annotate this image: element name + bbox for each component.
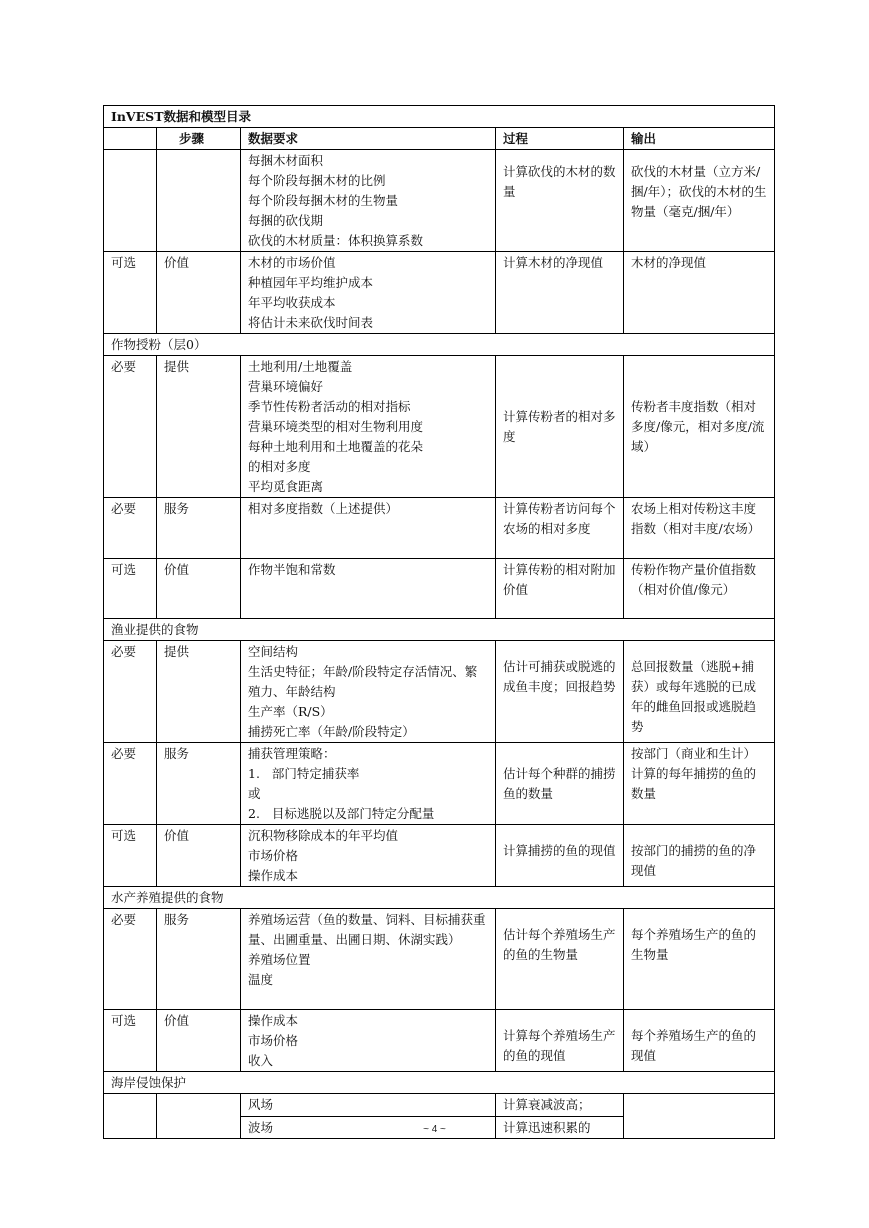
output-cell: 每个养殖场生产的鱼的现值 [624,1010,775,1072]
step-cell: 服务 [157,909,241,1010]
data-line: 生产率（R/S） [248,704,333,719]
data-line: 养殖场位置 [248,952,311,967]
data-line: 养殖场运营（鱼的数量、饲料、目标捕获重量、出圃重量、出圃日期、休湖实践） [248,912,486,947]
step-cell: 提供 [157,641,241,743]
table-row [104,356,775,498]
data-cell [241,252,496,334]
header-data: 数据要求 [241,128,496,150]
output-cell: 按部门的捕捞的鱼的净现值 [624,825,775,887]
data-line: 捕捞死亡率（年龄/阶段特定） [248,724,415,739]
data-line: 年平均收获成本 [248,295,336,310]
data-cell: 波场 [241,1117,496,1139]
output-cell: 砍伐的木材量（立方米/捆/年）；砍伐的木材的生物量（毫克/捆/年） [624,150,775,252]
table-row [104,1094,775,1117]
data-cell [241,150,496,252]
data-line: 生活史特征；年龄/阶段特定存活情况、繁殖力、年龄结构 [248,664,478,699]
data-line: 2. 目标逃脱以及部门特定分配量 [248,806,435,821]
data-line: 将估计未来砍伐时间表 [248,315,374,330]
step-cell: 价值 [157,825,241,887]
table-header-row [104,128,775,150]
invest-catalog-table [103,105,775,1139]
data-cell [241,498,496,559]
req-cell: 可选 [104,1010,157,1072]
data-line: 每捆木材面积 [248,153,324,168]
output-cell: 传粉者丰度指数（相对多度/像元，相对多度/流域） [624,356,775,498]
section-row [104,1072,775,1094]
data-line: 相对多度指数（上述提供） [248,501,399,516]
data-line: 木材的市场价值 [248,255,336,270]
output-cell: 按部门（商业和生计）计算的每年捕捞的鱼的数量 [624,743,775,825]
table-row [104,150,775,252]
table-row [104,743,775,825]
data-line: 空间结构 [248,644,299,659]
step-cell: 服务 [157,498,241,559]
section-title: 渔业提供的食物 [104,619,775,641]
data-cell [241,825,496,887]
section-title: 水产养殖提供的食物 [104,887,775,909]
req-cell: 必要 [104,641,157,743]
data-line: 操作成本 [248,1013,299,1028]
header-output: 输出 [624,128,775,150]
data-line: 市场价格 [248,848,299,863]
data-line: 每个阶段每捆木材的生物量 [248,193,399,208]
table-row [104,641,775,743]
data-cell [241,356,496,498]
header-process: 过程 [496,128,624,150]
process-cell: 计算传粉者的相对多度 [496,356,624,498]
data-cell: 风场 [241,1094,496,1117]
data-line: 温度 [248,972,274,987]
process-cell: 计算砍伐的木材的数量 [496,150,624,252]
process-cell: 计算传粉的相对附加价值 [496,559,624,619]
section-row [104,619,775,641]
table-row [104,825,775,887]
process-cell: 计算捕捞的鱼的现值 [496,825,624,887]
header-step: 步骤 [157,128,241,150]
step-cell: 价值 [157,252,241,334]
req-cell: 必要 [104,356,157,498]
data-line: 市场价格 [248,1033,299,1048]
process-cell: 计算每个养殖场生产的鱼的现值 [496,1010,624,1072]
step-cell [157,150,241,252]
process-cell: 估计每个养殖场生产的鱼的生物量 [496,909,624,1010]
step-cell: 提供 [157,356,241,498]
req-cell [104,150,157,252]
data-line: 季节性传粉者活动的相对指标 [248,399,411,414]
data-line: 种植园年平均维护成本 [248,275,374,290]
table-row [104,559,775,619]
output-cell: 木材的净现值 [624,252,775,334]
data-cell [241,641,496,743]
req-cell: 必要 [104,743,157,825]
req-cell: 必要 [104,909,157,1010]
step-cell: 价值 [157,1010,241,1072]
section-row [104,887,775,909]
data-line: 每捆的砍伐期 [248,213,324,228]
data-cell [241,1010,496,1072]
table-row [104,252,775,334]
step-cell: 价值 [157,559,241,619]
output-cell: 传粉作物产量价值指数（相对价值/像元） [624,559,775,619]
table-title-row [104,106,775,128]
page-number: ~ 4 ~ [423,1124,446,1135]
data-line: 每种土地利用和土地覆盖的花朵 [248,439,424,454]
table-row [104,498,775,559]
data-line: 作物半饱和常数 [248,562,336,577]
process-cell: 计算迅速积累的 [496,1117,624,1139]
data-line: 砍伐的木材质量：体积换算系数 [248,233,424,248]
output-cell: 总回报数量（逃脱+捕获）或每年逃脱的已成年的雌鱼回报或逃脱趋势 [624,641,775,743]
output-cell: 每个养殖场生产的鱼的生物量 [624,909,775,1010]
data-line: 操作成本 [248,868,299,883]
process-cell: 估计每个种群的捕捞鱼的数量 [496,743,624,825]
process-cell: 估计可捕获或脱逃的成鱼丰度；回报趋势 [496,641,624,743]
process-cell: 计算木材的净现值 [496,252,624,334]
data-line: 沉积物移除成本的年平均值 [248,828,399,843]
req-cell: 可选 [104,252,157,334]
data-line: 每个阶段每捆木材的比例 [248,173,386,188]
section-title: 海岸侵蚀保护 [104,1072,775,1094]
data-cell [241,559,496,619]
req-cell: 可选 [104,559,157,619]
step-cell: 服务 [157,743,241,825]
data-line: 的相对多度 [248,459,311,474]
section-title: 作物授粉（层0） [104,334,775,356]
data-line: 1. 部门特定捕获率 [248,766,360,781]
data-line: 收入 [248,1053,274,1068]
data-line: 或 [248,786,261,801]
section-row [104,334,775,356]
data-line: 平均觅食距离 [248,479,324,494]
data-cell [241,909,496,1010]
process-cell: 计算传粉者访问每个农场的相对多度 [496,498,624,559]
data-line: 土地利用/土地覆盖 [248,359,353,374]
table-row [104,909,775,1010]
header-empty [104,128,157,150]
data-line: 营巢环境类型的相对生物利用度 [248,419,424,434]
req-cell: 可选 [104,825,157,887]
table-row [104,1010,775,1072]
process-cell: 计算衰减波高； [496,1094,624,1117]
data-line: 捕获管理策略： [248,746,336,761]
table-title: InVEST数据和模型目录 [104,106,775,128]
data-cell [241,743,496,825]
output-cell: 农场上相对传粉这丰度指数（相对丰度/农场） [624,498,775,559]
data-line: 营巢环境偏好 [248,379,324,394]
req-cell: 必要 [104,498,157,559]
